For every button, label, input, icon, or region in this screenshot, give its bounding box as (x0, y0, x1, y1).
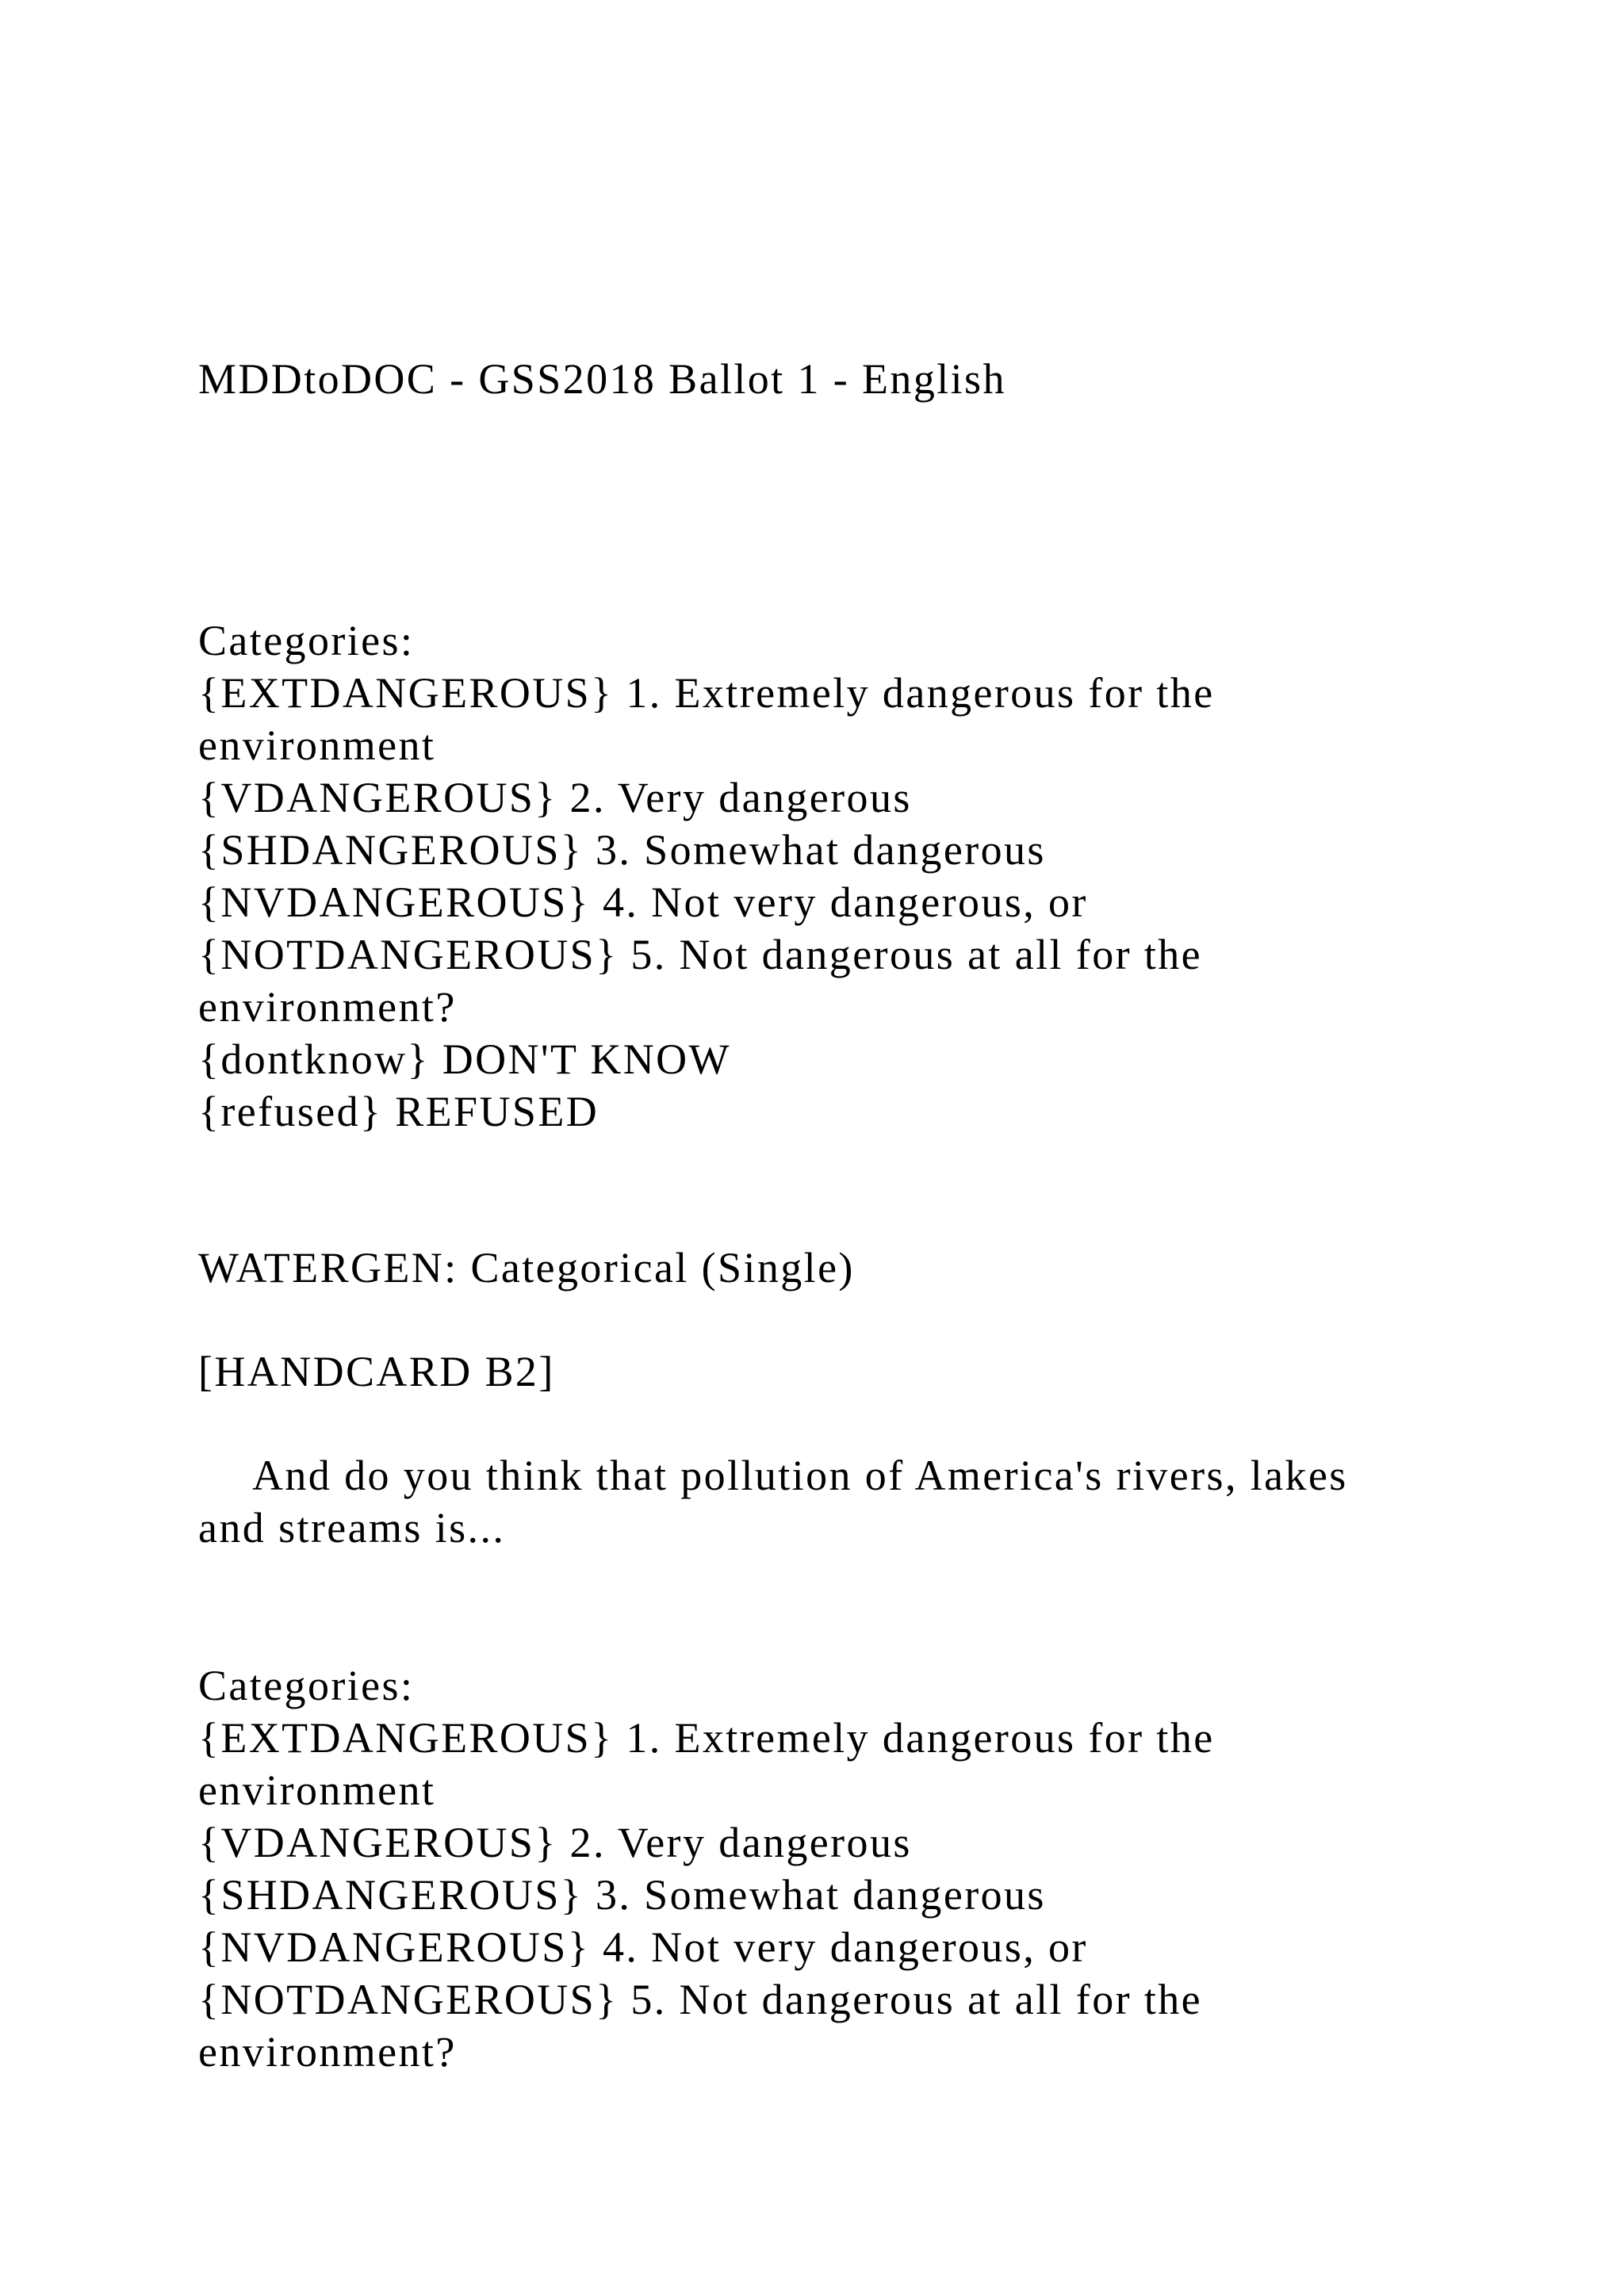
category-line: {VDANGEROUS} 2. Very dangerous (198, 774, 912, 821)
category-line: {EXTDANGEROUS} 1. Extremely dangerous for the (198, 669, 1215, 717)
handcard-label: [HANDCARD B2] (198, 1348, 555, 1395)
categories-label: Categories: (198, 1662, 415, 1709)
category-line: {refused} REFUSED (198, 1088, 599, 1135)
question-text: And do you think that pollution of America's rivers, lakes (252, 1452, 1348, 1499)
variable-name: WATERGEN: Categorical (Single) (198, 1244, 855, 1292)
category-line: {NVDANGEROUS} 4. Not very dangerous, or (198, 878, 1088, 926)
category-line: {NOTDANGEROUS} 5. Not dangerous at all for the (198, 931, 1203, 978)
category-line: {SHDANGEROUS} 3. Somewhat dangerous (198, 1871, 1046, 1919)
category-line: {dontknow} DON'T KNOW (198, 1035, 731, 1083)
category-line: environment? (198, 983, 457, 1031)
category-line: {SHDANGEROUS} 3. Somewhat dangerous (198, 826, 1046, 874)
category-line: {NVDANGEROUS} 4. Not very dangerous, or (198, 1923, 1088, 1971)
document-title: MDDtoDOC - GSS2018 Ballot 1 - English (198, 355, 1006, 403)
categories-label: Categories: (198, 617, 415, 664)
question-text: and streams is... (198, 1504, 506, 1552)
category-line: environment (198, 1766, 436, 1814)
category-line: {EXTDANGEROUS} 1. Extremely dangerous for the (198, 1714, 1215, 1762)
category-line: environment? (198, 2028, 457, 2076)
category-line: environment (198, 721, 436, 769)
category-line: {NOTDANGEROUS} 5. Not dangerous at all for the (198, 1976, 1203, 2023)
category-line: {VDANGEROUS} 2. Very dangerous (198, 1819, 912, 1866)
